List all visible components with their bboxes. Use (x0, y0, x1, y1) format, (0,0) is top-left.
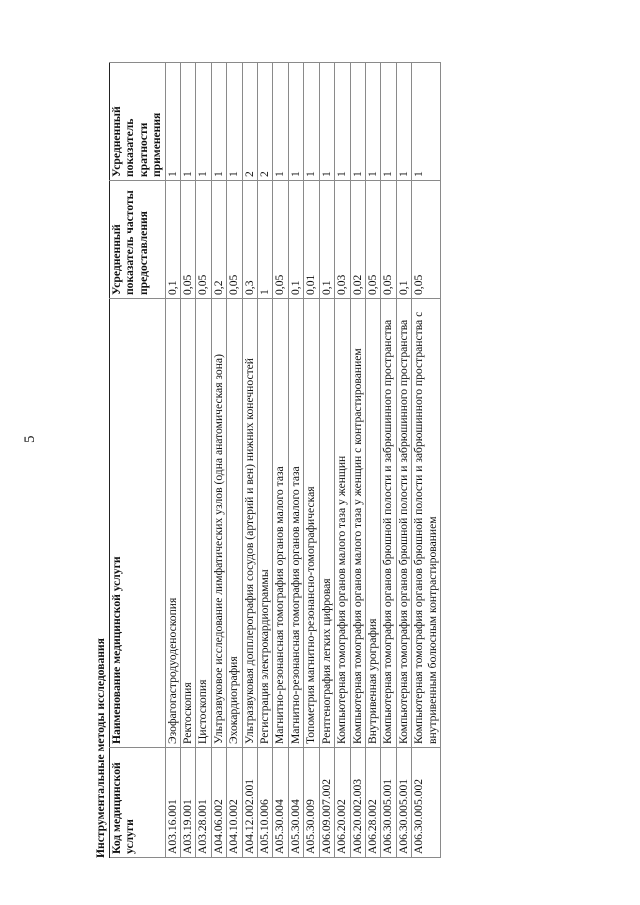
cell-code: A04.06.002 (211, 748, 226, 858)
cell-frequency: 0,3 (242, 181, 257, 299)
cell-frequency: 0,1 (396, 181, 411, 299)
table-row (258, 63, 273, 858)
cell-multiplicity: 1 (319, 63, 334, 181)
cell-code: A04.10.002 (227, 748, 242, 858)
header-frequency: Усредненный показатель частоты предоставления (110, 181, 166, 299)
cell-multiplicity: 1 (412, 63, 441, 181)
table-row (181, 63, 196, 858)
cell-code: A04.12.002.001 (242, 748, 257, 858)
cell-code: A05.30.009 (304, 748, 319, 858)
cell-frequency: 0,1 (319, 181, 334, 299)
cell-name: Регистрация электрокардиограммы (258, 299, 273, 748)
table-row (381, 63, 396, 858)
cell-code: A05.30.004 (288, 748, 303, 858)
cell-frequency: 0,02 (350, 181, 365, 299)
cell-code: A03.19.001 (181, 748, 196, 858)
cell-name: Эзофагогастродуоденоскопия (165, 299, 180, 748)
cell-name: Компьютерная томография органов брюшной полости и забрюшинного пространства (381, 299, 396, 748)
cell-frequency: 0,03 (335, 181, 350, 299)
header-name: Наименование медицинской услуги (110, 299, 166, 748)
cell-frequency: 0,05 (181, 181, 196, 299)
cell-frequency: 0,01 (304, 181, 319, 299)
cell-code: A05.30.004 (273, 748, 288, 858)
header-code: Код медицинской услуги (110, 748, 166, 858)
cell-code: A06.09.007.002 (319, 748, 334, 858)
cell-multiplicity: 1 (396, 63, 411, 181)
cell-name: Компьютерная томография органов малого таза у женщин (335, 299, 350, 748)
cell-multiplicity: 1 (273, 63, 288, 181)
table-row (196, 63, 211, 858)
cell-code: A06.30.005.002 (412, 748, 441, 858)
cell-frequency: 0,05 (227, 181, 242, 299)
cell-name: Эхокардиография (227, 299, 242, 748)
cell-name: Ультразвуковое исследование лимфатических узлов (одна анатомическая зона) (211, 299, 226, 748)
cell-name: Рентгенография легких цифровая (319, 299, 334, 748)
cell-frequency: 0,05 (365, 181, 380, 299)
table-header-row (110, 63, 166, 858)
cell-name: Магнитно-резонансная томография органов малого таза (288, 299, 303, 748)
cell-multiplicity: 1 (196, 63, 211, 181)
table-body (165, 63, 440, 858)
cell-code: A06.20.002.003 (350, 748, 365, 858)
cell-multiplicity: 2 (258, 63, 273, 181)
table-row (350, 63, 365, 858)
cell-multiplicity: 1 (227, 63, 242, 181)
cell-name: Топометрия магнитно-резонансно-томографическая (304, 299, 319, 748)
table-row (412, 63, 441, 858)
services-table (109, 62, 441, 858)
rotated-table-block (94, 48, 624, 858)
cell-code: A06.20.002 (335, 748, 350, 858)
page-number: 5 (22, 435, 38, 443)
cell-frequency: 0,2 (211, 181, 226, 299)
table-row (273, 63, 288, 858)
cell-multiplicity: 1 (165, 63, 180, 181)
cell-multiplicity: 1 (181, 63, 196, 181)
table-row (165, 63, 180, 858)
table-row (227, 63, 242, 858)
cell-multiplicity: 1 (304, 63, 319, 181)
cell-code: A03.16.001 (165, 748, 180, 858)
cell-frequency: 0,05 (273, 181, 288, 299)
cell-code: A06.30.005.001 (381, 748, 396, 858)
header-multiplicity: Усредненный показатель кратности применения (110, 63, 166, 181)
cell-frequency: 0,1 (165, 181, 180, 299)
table-row (288, 63, 303, 858)
cell-name: Компьютерная томография органов брюшной полости и забрюшинного пространства с внутривенным болюсным контрастированием (412, 299, 441, 748)
cell-name: Компьютерная томография органов брюшной полости и забрюшинного пространства (396, 299, 411, 748)
cell-multiplicity: 1 (211, 63, 226, 181)
cell-frequency: 0,05 (381, 181, 396, 299)
cell-frequency: 1 (258, 181, 273, 299)
cell-code: A06.30.005.001 (396, 748, 411, 858)
cell-multiplicity: 1 (350, 63, 365, 181)
cell-multiplicity: 2 (242, 63, 257, 181)
cell-name: Цистоскопия (196, 299, 211, 748)
table-row (242, 63, 257, 858)
cell-multiplicity: 1 (381, 63, 396, 181)
table-row (319, 63, 334, 858)
cell-multiplicity: 1 (288, 63, 303, 181)
cell-name: Ультразвуковая допплерография сосудов (артерий и вен) нижних конечностей (242, 299, 257, 748)
section-title: Инструментальные методы исследования (94, 638, 107, 858)
table-row (396, 63, 411, 858)
cell-name: Магнитно-резонансная томография органов малого таза (273, 299, 288, 748)
cell-multiplicity: 1 (335, 63, 350, 181)
cell-multiplicity: 1 (365, 63, 380, 181)
table-row (304, 63, 319, 858)
table-row (211, 63, 226, 858)
table-row (335, 63, 350, 858)
cell-code: A06.28.002 (365, 748, 380, 858)
cell-code: A05.10.006 (258, 748, 273, 858)
cell-frequency: 0,05 (412, 181, 441, 299)
cell-frequency: 0,05 (196, 181, 211, 299)
cell-name: Ректоскопия (181, 299, 196, 748)
cell-code: A03.28.001 (196, 748, 211, 858)
table-row (365, 63, 380, 858)
cell-name: Внутривенная урография (365, 299, 380, 748)
cell-frequency: 0,1 (288, 181, 303, 299)
cell-name: Компьютерная томография органов малого таза у женщин с контрастированием (350, 299, 365, 748)
